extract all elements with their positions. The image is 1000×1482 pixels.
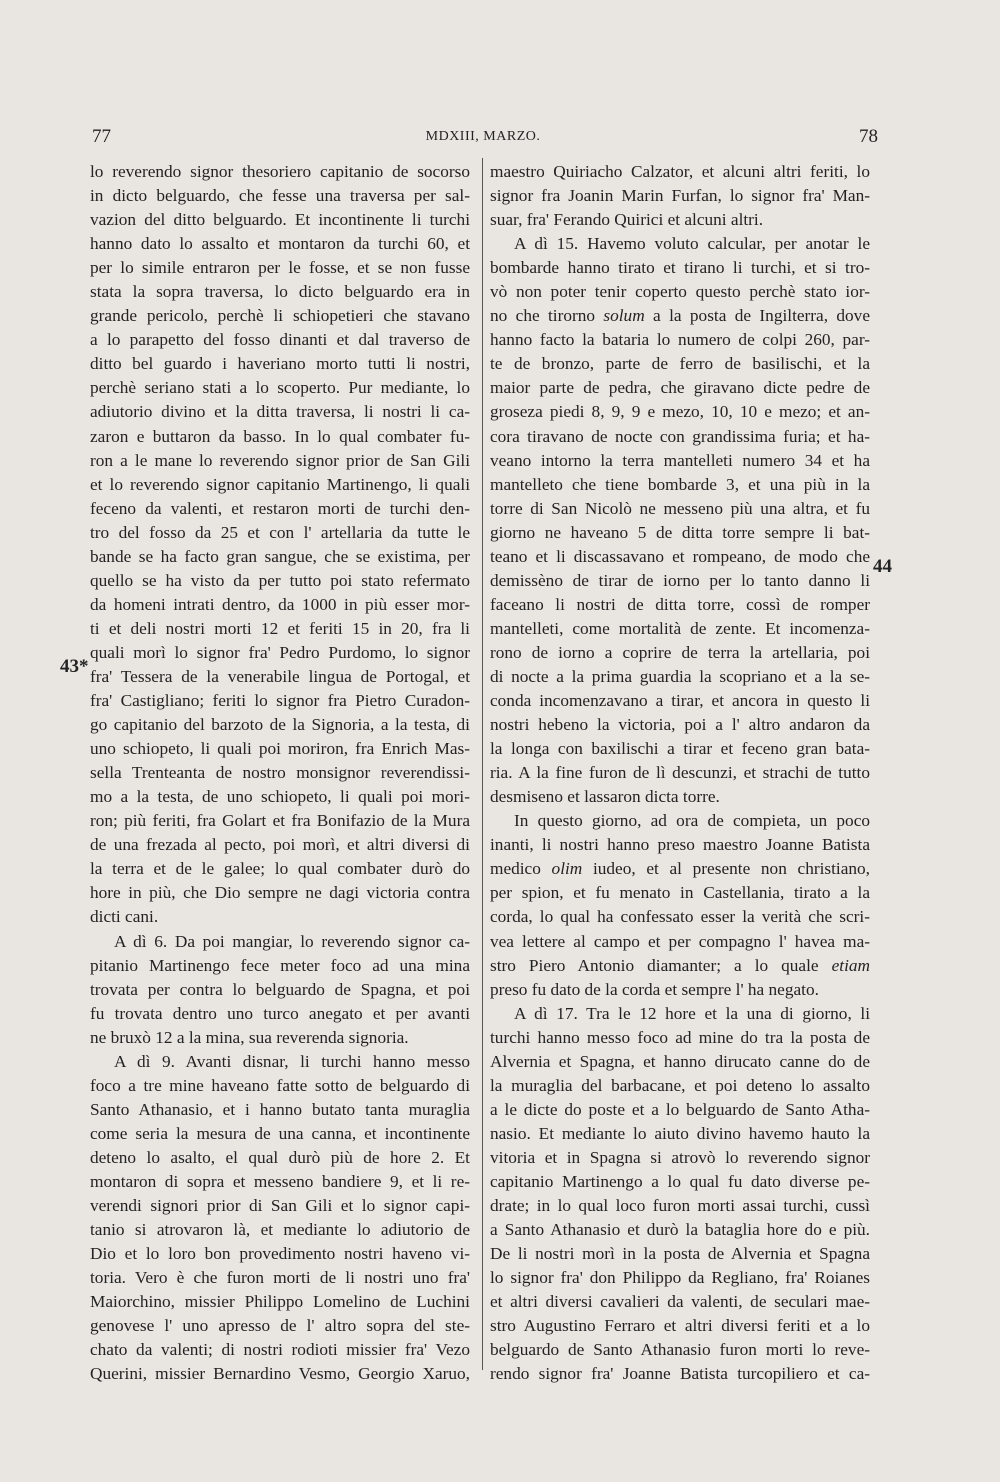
text-line: mantelleti, come mortalità de zente. Et incomenza- — [490, 618, 870, 638]
text-line: teano et li discassavano et rompeano, de modo che — [490, 546, 870, 566]
text-line: fra' Tessera de la venerabile lingua de Portogal, et — [90, 666, 470, 686]
text-line: Querini, missier Bernardino Vesmo, Georgio Xaruo, — [90, 1364, 470, 1384]
text-line: bande se ha facto gran sangue, che se existima, per — [90, 546, 470, 566]
text-line: desmiseno et lassaron dicta torre. — [490, 787, 720, 807]
text-line: fu trovata dentro uno turco anegato et per avanti — [90, 1003, 470, 1023]
text-line: trovata per contra lo belguardo de Spagna, et poi — [90, 979, 470, 999]
page-header — [88, 126, 878, 150]
text-line: nasio. Et mediante lo aiuto divino havemo hauto la — [490, 1123, 870, 1143]
text-line: ria. A la fine furon de lì descunzi, et strachi de tutto — [490, 763, 870, 783]
text-line: uno schiopeto, li quali poi moriron, fra Enrich Mas- — [90, 739, 470, 759]
text-line: veano intorno la terra mantelleti numero 34 et ha — [490, 450, 870, 470]
text-line: feceno da valenti, et restaron morti de turchi den- — [90, 498, 470, 518]
text-line: zaron e buttaron da basso. In lo qual combater fu- — [90, 426, 470, 446]
text-line: toria. Vero è che furon morti de li nostri uno fra' — [90, 1268, 470, 1288]
text-line: perchè seriano stati a lo scoperto. Pur mediante, lo — [90, 378, 470, 398]
text-line: grande pericolo, perchè li schiopetieri che stavano — [90, 306, 470, 326]
text-line: conda incomenzavano a tirar, et ancora in questo li — [490, 691, 870, 711]
text-line: drate; in lo qual loco furon morti assai turchi, cussì — [490, 1196, 870, 1216]
text-line: stro Piero Antonio diamanter; a lo quale etiam — [490, 955, 870, 975]
text-line: per lo simile entraron per le fosse, et se non fusse — [90, 258, 470, 278]
text-line: a Santo Athanasio et durò la bataglia hore do e più. — [490, 1220, 870, 1240]
text-line: De li nostri morì in la posta de Alvernia et Spagna — [490, 1244, 870, 1264]
column-divider — [482, 158, 483, 1370]
text-line: sella Trenteanta de nostro monsignor reverendissi- — [90, 763, 470, 783]
text-line: A dì 15. Havemo voluto calcular, per anotar le — [514, 234, 870, 254]
text-line: mantelleto che tiene bombarde 3, et una più in la — [490, 474, 870, 494]
text-line: quali morì lo signor fra' Pedro Purdomo, lo signor — [90, 642, 470, 662]
text-line: inanti, li nostri hanno preso maestro Joanne Batista — [490, 835, 870, 855]
text-line: fra' Castigliano; feriti lo signor fra Pietro Curadon- — [90, 691, 470, 711]
text-line: la terra et de le galee; lo qual combater durò do — [90, 859, 470, 879]
text-line: hanno dato lo assalto et montaron da turchi 60, et — [90, 234, 470, 254]
text-line: giorno ne haveano 5 de ditta torre sempre li bat- — [490, 522, 870, 542]
text-line: quello se ha visto da per tutto poi stato refermato — [90, 570, 470, 590]
text-line: di nocte a la prima guardia la scopriano et a la se- — [490, 666, 870, 686]
text-line: Dio et lo loro bon provedimento nostri haveno vi- — [90, 1244, 470, 1264]
text-line: deteno lo asalto, el qual durò più de hore 2. Et — [90, 1147, 470, 1167]
text-line: nostri hebeno la victoria, poi a l' altro andaron da — [490, 715, 870, 735]
text-line: demissèno de tirar de iorno per lo tanto danno li — [490, 570, 870, 590]
text-line: In questo giorno, ad ora de compieta, un poco — [514, 811, 870, 831]
text-line: ron a le mane lo reverendo signor prior de San Gili — [90, 450, 470, 470]
left-text-column — [90, 160, 470, 1386]
text-line: Alvernia et Spagna, et hanno dirucato canne do de — [490, 1051, 870, 1071]
text-line: adiutorio divino et la ditta traversa, li nostri li ca- — [90, 402, 470, 422]
text-line: cora tiravano de nocte con grandissima furia; et ha- — [490, 426, 870, 446]
text-line: stata la sopra traversa, lo dicto belguardo era in — [90, 282, 470, 302]
text-line: foco a tre mine haveano fatte sotto de belguardo di — [90, 1075, 470, 1095]
text-line: corda, lo qual ha confessato esser la verità che scri- — [490, 907, 870, 927]
text-line: suar, fra' Ferando Quirici et alcuni altri. — [490, 210, 764, 230]
text-line: ne bruxò 12 a la mina, sua reverenda signoria. — [90, 1027, 409, 1047]
text-line: turchi hanno messo foco ad mine do tra la posta de — [490, 1027, 870, 1047]
text-line: Maiorchino, missier Philippo Lomelino de Luchini — [90, 1292, 470, 1312]
text-line: la longa con baxilischi a tirar et feceno gran bata- — [490, 739, 870, 759]
text-line: A dì 17. Tra le 12 hore et la una di giorno, li — [514, 1003, 870, 1023]
text-line: et lo reverendo signor capitanio Martinengo, li quali — [90, 474, 470, 494]
text-line: vò non poter tenir coperto questo perchè stato ior- — [490, 282, 870, 302]
text-line: in dicto belguardo, che fesse una traversa per sal- — [90, 186, 470, 206]
text-line: signor fra Joanin Marin Furfan, lo signor fra' Man- — [490, 186, 870, 206]
text-line: vitoria et in Spagna si atrovò lo reverendo signor — [490, 1147, 870, 1167]
text-line: vazion del ditto belguardo. Et incontinente li turchi — [90, 210, 470, 230]
page-number-left: 77 — [92, 126, 111, 147]
margin-number-left: 43* — [60, 656, 89, 677]
text-line: a le dicte do poste et a lo belguardo de Santo Atha- — [490, 1099, 870, 1119]
text-line: maestro Quiriacho Calzator, et alcuni altri feriti, lo — [490, 162, 870, 181]
text-line: vea lettere al campo et per compagno l' havea ma- — [490, 931, 870, 951]
text-line: preso fu dato de la corda et sempre l' ha negato. — [490, 979, 819, 999]
text-line: et altri diversi cavalieri da valenti, de seculari mae- — [490, 1292, 870, 1312]
text-line: come seria la mesura de una canna, et incontinente — [90, 1123, 470, 1143]
text-line: capitanio Martinengo a lo qual fu dato diverse pe- — [490, 1171, 870, 1191]
text-line: ti et deli nostri morti 12 et feriti 15 in 20, fra li — [90, 618, 470, 638]
text-line: medico olim iudeo, et al presente non christiano, — [490, 859, 870, 879]
text-line: te de bronzo, parte de ferro de basilischi, et la — [490, 354, 870, 374]
text-line: lo reverendo signor thesoriero capitanio de socorso — [90, 162, 470, 181]
right-text-column — [490, 160, 870, 1386]
text-line: Santo Athanasio, et i hanno butato tanta muraglia — [90, 1099, 470, 1119]
text-line: belguardo de Santo Athanasio furon morti lo reve- — [490, 1340, 870, 1360]
page-number-right: 78 — [859, 126, 878, 147]
text-line: groseza piedi 8, 9, 9 e mezo, 10, 10 e mezo; et an- — [490, 402, 870, 422]
text-line: la muraglia del barbacane, et poi deteno lo assalto — [490, 1075, 870, 1095]
text-line: montaron di sopra et messeno bandiere 9, et li re- — [90, 1171, 470, 1191]
margin-number-right: 44 — [873, 556, 892, 577]
text-line: a lo parapetto del fosso dinanti et dal traverso de — [90, 330, 470, 350]
text-line: tanio si atrovaron là, et mediante lo adiutorio de — [90, 1220, 470, 1240]
text-line: dicti cani. — [90, 907, 159, 927]
text-line: go capitanio del barzoto de la Signoria, a la testa, di — [90, 715, 470, 735]
running-title: MDXIII, MARZO. — [425, 129, 541, 144]
text-line: rono de iorno a coprire de terra la artellaria, poi — [490, 642, 870, 662]
text-line: chato da valenti; di nostri rodioti missier fra' Vezo — [90, 1340, 470, 1360]
text-line: stro Augustino Ferraro et altri diversi feriti et a lo — [490, 1316, 870, 1336]
text-line: hore in più, che Dio sempre ne dagi victoria contra — [90, 883, 470, 903]
text-line: pitanio Martinengo fece meter foco ad una mina — [90, 955, 470, 975]
text-line: bombarde hanno tirato et tirano li turchi, et si tro- — [490, 258, 870, 278]
text-line: rendo signor fra' Joanne Batista turcopiliero et ca- — [490, 1364, 870, 1384]
text-line: A dì 6. Da poi mangiar, lo reverendo signor ca- — [114, 931, 470, 951]
text-line: tro del fosso da 25 et con l' artellaria da tutte le — [90, 522, 470, 542]
text-line: no che tirorno solum a la posta de Ingilterra, dove — [490, 306, 870, 326]
text-line: ditto bel guardo i haveriano morto tutti li nostri, — [90, 354, 470, 374]
text-line: mo a la testa, de uno schiopeto, li quali poi mori- — [90, 787, 470, 807]
text-line: faceano li nostri de ditta torre, cossì de romper — [490, 594, 870, 614]
text-line: lo signor fra' don Philippo da Regliano, fra' Roianes — [490, 1268, 870, 1288]
text-line: da homeni intrati dentro, da 1000 in più esser mor- — [90, 594, 470, 614]
text-line: genovese l' uno apresso de l' altro sopra del ste- — [90, 1316, 470, 1336]
text-line: maior parte de pedra, che giravano dicte pedre de — [490, 378, 870, 398]
text-line: ron; più feriti, fra Golart et fra Bonifazio de la Mura — [90, 811, 470, 831]
text-line: torre di San Nicolò ne messeno più una altra, et fu — [490, 498, 870, 518]
text-line: per spion, et fu menato in Castellania, tirato a la — [490, 883, 870, 903]
text-line: hanno facto la bataria lo numero de colpi 260, par- — [490, 330, 870, 350]
text-line: A dì 9. Avanti disnar, li turchi hanno messo — [114, 1051, 470, 1071]
text-line: verendi signori prior di San Gili et lo signor capi- — [90, 1196, 470, 1216]
text-line: de una frezada al pecto, poi morì, et altri diversi di — [90, 835, 470, 855]
